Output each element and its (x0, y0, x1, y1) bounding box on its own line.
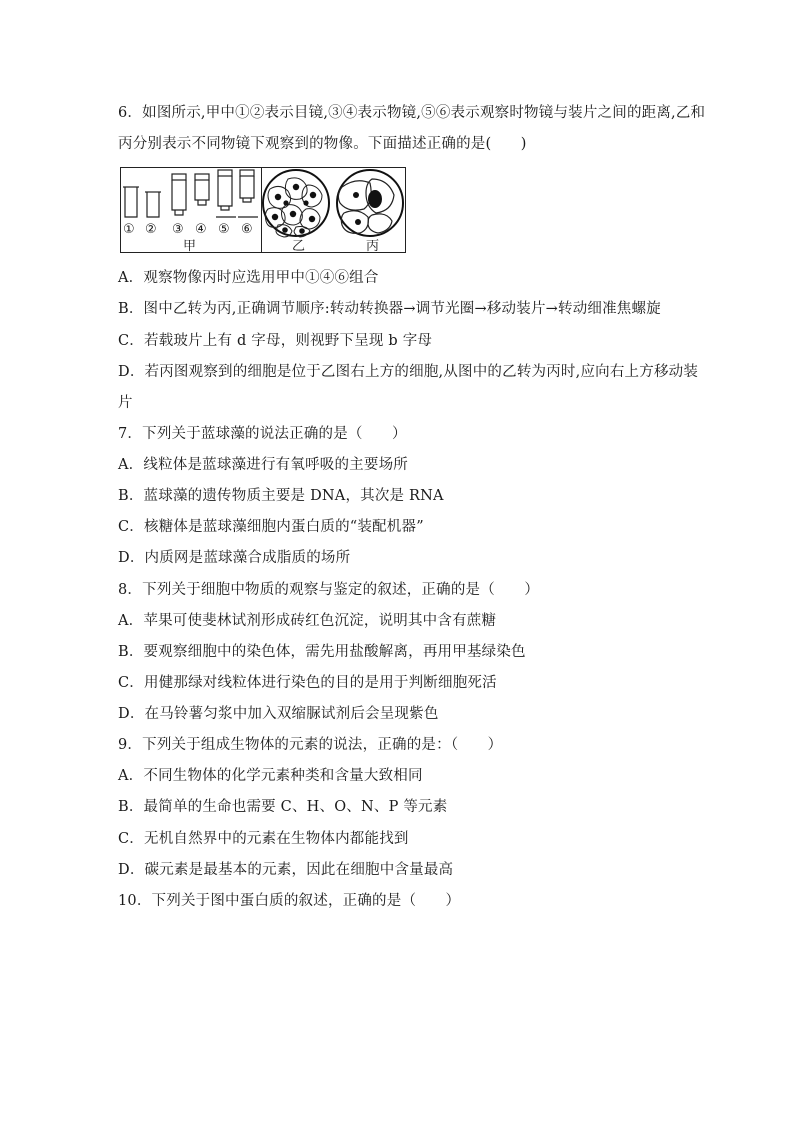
q8-stem: 8．下列关于细胞中物质的观察与鉴定的叙述，正确的是（ ） (118, 582, 540, 598)
q9-stem: 9．下列关于组成生物体的元素的说法，正确的是：（ ） (118, 737, 503, 753)
q8-option-c: C．用健那绿对线粒体进行染色的目的是用于判断细胞死活 (118, 675, 497, 691)
q7-option-a: A．线粒体是蓝球藻进行有氧呼吸的主要场所 (118, 457, 408, 473)
q7-stem: 7．下列关于蓝球藻的说法正确的是（ ） (118, 426, 407, 442)
q6-option-c: C．若载玻片上有 d 字母，则视野下呈现 b 字母 (118, 333, 433, 349)
q6-option-d-line1: D．若丙图观察到的细胞是位于乙图右上方的细胞,从图中的乙转为丙时,应向右上方移动装 (118, 364, 699, 380)
label-bing: 丙 (366, 239, 380, 253)
q8-option-a: A．苹果可使斐林试剂形成砖红色沉淀，说明其中含有蔗糖 (118, 613, 497, 629)
q9-option-c: C．无机自然界中的元素在生物体内都能找到 (118, 831, 409, 847)
q7-option-d: D．内质网是蓝球藻合成脂质的场所 (118, 550, 351, 566)
q9-option-b: B．最简单的生命也需要 C、H、O、N、P 等元素 (118, 799, 448, 815)
distance-5 (216, 170, 236, 217)
q7-option-c: C．核糖体是蓝球藻细胞内蛋白质的“装配机器” (118, 519, 424, 535)
label-num-4: ④ (195, 222, 207, 237)
q7-option-b: B．蓝球藻的遗传物质主要是 DNA，其次是 RNA (118, 488, 444, 504)
q6-option-d-line2: 片 (118, 395, 133, 411)
microscope-figure (120, 167, 406, 253)
label-num-2: ② (145, 222, 157, 237)
label-num-3: ③ (172, 222, 184, 237)
q9-option-a: A．不同生物体的化学元素种类和含量大致相同 (118, 768, 423, 784)
label-num-6: ⑥ (241, 222, 253, 237)
q8-option-d: D．在马铃薯匀浆中加入双缩脲试剂后会呈现紫色 (118, 706, 439, 722)
label-num-5: ⑤ (218, 222, 230, 237)
objective-3 (172, 174, 186, 215)
q6-option-a: A．观察物像丙时应选用甲中①④⑥组合 (118, 270, 379, 286)
q6-stem-line1: 6．如图所示,甲中①②表示目镜,③④表示物镜,⑤⑥表示观察时物镜与装片之间的距离,乙和 (118, 105, 706, 121)
label-jia: 甲 (183, 239, 197, 253)
q6-stem-line2: 丙分别表示不同物镜下观察到的物像。下面描述正确的是( ) (118, 136, 527, 152)
q9-option-d: D．碳元素是最基本的元素，因此在细胞中含量最高 (118, 862, 454, 878)
view-bing (337, 170, 403, 236)
q8-option-b: B．要观察细胞中的染色体，需先用盐酸解离，再用甲基绿染色 (118, 644, 526, 660)
view-yi (263, 170, 329, 237)
objective-4 (195, 174, 209, 205)
distance-6 (238, 170, 258, 217)
microscope-figure-svg (120, 167, 406, 253)
label-num-1: ① (123, 222, 135, 237)
label-yi: 乙 (292, 239, 306, 253)
eyepiece-2 (145, 192, 161, 217)
eyepiece-1 (123, 187, 139, 217)
q10-stem: 10．下列关于图中蛋白质的叙述，正确的是（ ） (118, 893, 461, 909)
q6-option-b: B．图中乙转为丙,正确调节顺序:转动转换器→调节光圈→移动装片→转动细准焦螺旋 (118, 301, 661, 317)
